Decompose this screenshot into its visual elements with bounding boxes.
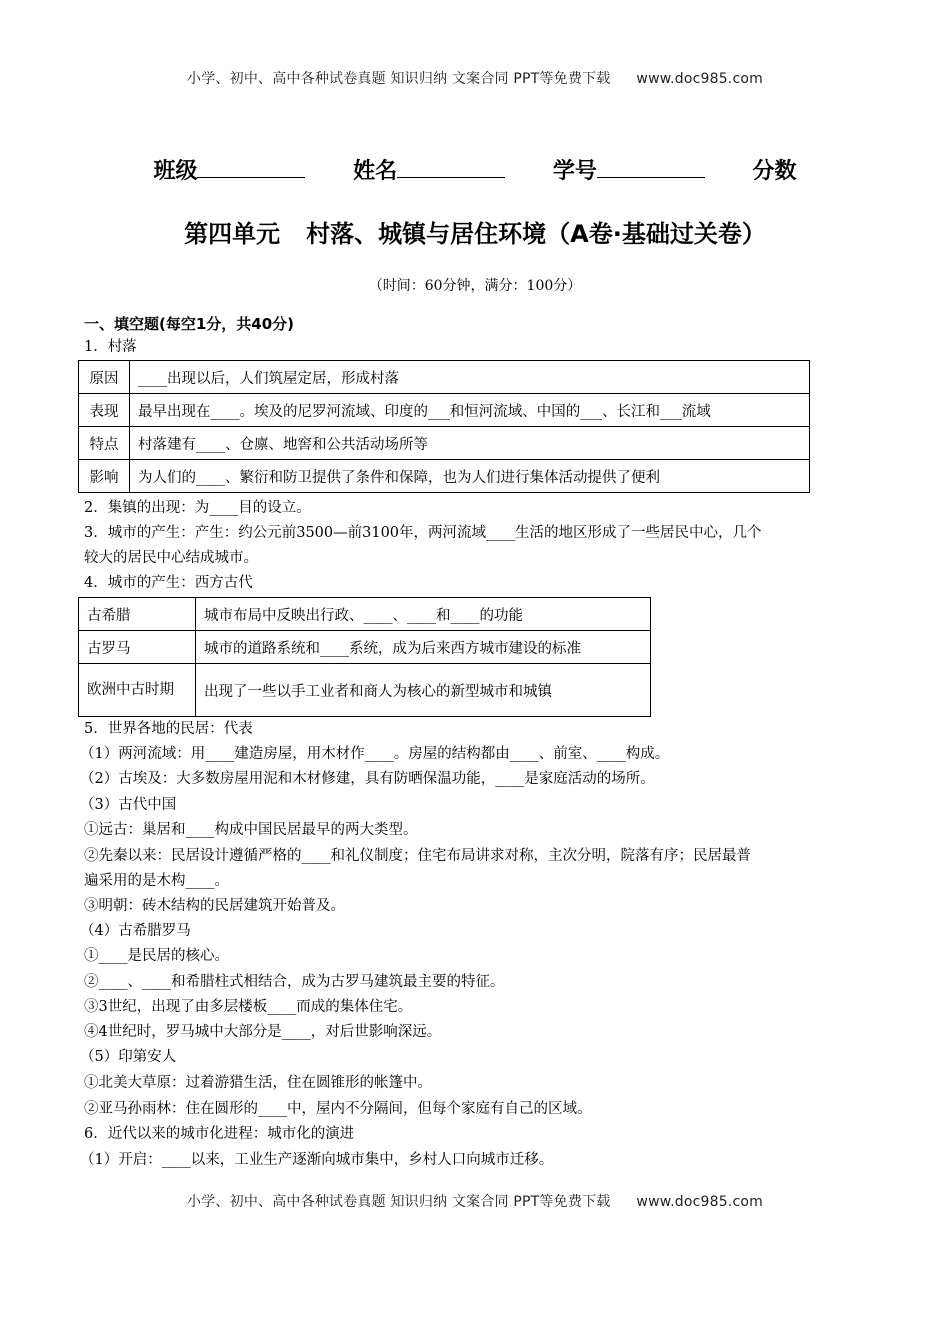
score-label: 分数 xyxy=(752,159,797,184)
student-id-label: 学号 xyxy=(552,159,597,184)
q1-label: 1．村落 xyxy=(84,339,137,355)
q5-line: （4）古希腊罗马 xyxy=(80,923,191,939)
q2-text: 2．集镇的出现：为____目的设立。 xyxy=(84,500,311,516)
footer-banner xyxy=(0,1191,950,1211)
table-key: 原因 xyxy=(79,361,130,394)
q5-label: 5．世界各地的民居：代表 xyxy=(84,721,253,737)
q3-line2: 较大的居民中心结成城市。 xyxy=(84,550,258,566)
q5-line: ①____是民居的核心。 xyxy=(84,948,229,964)
q5-line: ①北美大草原：过着游猎生活，住在圆锥形的帐篷中。 xyxy=(84,1075,432,1091)
table-row xyxy=(79,631,651,664)
table-value: 村落建有____、仓廪、地窖和公共活动场所等 xyxy=(130,427,810,460)
header-banner xyxy=(0,68,950,88)
section-heading: 一、填空题(每空1分，共40分) xyxy=(84,315,295,333)
footer-banner-text: 小学、初中、高中各种试卷真题 知识归纳 文案合同 PPT等免费下载 xyxy=(187,1194,611,1210)
q5-line: ③明朝：砖木结构的民居建筑开始普及。 xyxy=(84,898,345,914)
q5-line: （3）古代中国 xyxy=(80,797,177,813)
student-id-field[interactable] xyxy=(597,159,705,178)
table-key: 古罗马 xyxy=(79,631,196,664)
title-main: 村落、城镇与居住环境（A卷·基础过关卷） xyxy=(306,220,766,248)
footer-banner-url[interactable]: www.doc985.com xyxy=(636,1194,763,1210)
table-key: 影响 xyxy=(79,460,130,493)
exam-subtitle: （时间：60分钟，满分：100分） xyxy=(368,278,582,294)
q5-line: ①远古：巢居和____构成中国民居最早的两大类型。 xyxy=(84,822,418,838)
q3-line1: 3．城市的产生：产生：约公元前3500—前3100年，两河流域____生活的地区形成了一些居民中心，几个 xyxy=(84,525,762,541)
table-row xyxy=(79,460,810,493)
q5-line: ②____、____和希腊柱式相结合，成为古罗马建筑最主要的特征。 xyxy=(84,974,505,990)
table-row xyxy=(79,598,651,631)
table-value: 为人们的____、繁衍和防卫提供了条件和保障，也为人们进行集体活动提供了便利 xyxy=(130,460,810,493)
q5-line: （2）古埃及：大多数房屋用泥和木材修建，具有防晒保温功能，____是家庭活动的场所。 xyxy=(80,771,655,787)
q5-line: ④4世纪时，罗马城中大部分是____，对后世影响深远。 xyxy=(84,1024,442,1040)
page-title xyxy=(0,214,950,249)
student-info xyxy=(0,154,950,185)
table-key: 古希腊 xyxy=(79,598,196,631)
table-row xyxy=(79,394,810,427)
header-banner-text: 小学、初中、高中各种试卷真题 知识归纳 文案合同 PPT等免费下载 xyxy=(187,71,611,87)
table-value: 最早出现在____。埃及的尼罗河流域、印度的___和恒河流域、中国的___、长江和___流域 xyxy=(130,394,810,427)
q5-line: ②亚马孙雨林：住在圆形的____中，屋内不分隔间，但每个家庭有自己的区域。 xyxy=(84,1101,592,1117)
q6-line: （1）开启：____以来，工业生产逐渐向城市集中，乡村人口向城市迁移。 xyxy=(80,1152,554,1168)
q4-label: 4．城市的产生：西方古代 xyxy=(84,575,253,591)
q5-line: 遍采用的是木构____。 xyxy=(84,873,229,889)
q5-line: ②先秦以来：民居设计遵循严格的____和礼仪制度；住宅布局讲求对称，主次分明，院落有序；民居最普 xyxy=(84,848,751,864)
table-value: ____出现以后，人们筑屋定居，形成村落 xyxy=(130,361,810,394)
table-key: 特点 xyxy=(79,427,130,460)
name-label: 姓名 xyxy=(353,159,398,184)
q5-line: ③3世纪，出现了由多层楼板____而成的集体住宅。 xyxy=(84,999,413,1015)
table-row xyxy=(79,664,651,717)
western-city-table xyxy=(78,597,651,717)
class-label: 班级 xyxy=(153,159,198,184)
class-field[interactable] xyxy=(197,159,305,178)
table-row xyxy=(79,427,810,460)
unit-label: 第四单元 xyxy=(184,220,281,248)
q5-line: （5）印第安人 xyxy=(80,1049,177,1065)
table-row xyxy=(79,361,810,394)
village-table xyxy=(78,360,810,493)
table-value: 出现了一些以手工业者和商人为核心的新型城市和城镇 xyxy=(196,664,651,717)
table-value: 城市布局中反映出行政、____、____和____的功能 xyxy=(196,598,651,631)
q6-label: 6．近代以来的城市化进程：城市化的演进 xyxy=(84,1126,355,1142)
name-field[interactable] xyxy=(397,159,505,178)
table-key: 欧洲中古时期 xyxy=(79,664,196,717)
table-value: 城市的道路系统和____系统，成为后来西方城市建设的标准 xyxy=(196,631,651,664)
header-banner-url[interactable]: www.doc985.com xyxy=(636,71,763,87)
q5-line: （1）两河流域：用____建造房屋，用木材作____。房屋的结构都由____、前室、____构成。 xyxy=(80,746,670,762)
table-key: 表现 xyxy=(79,394,130,427)
